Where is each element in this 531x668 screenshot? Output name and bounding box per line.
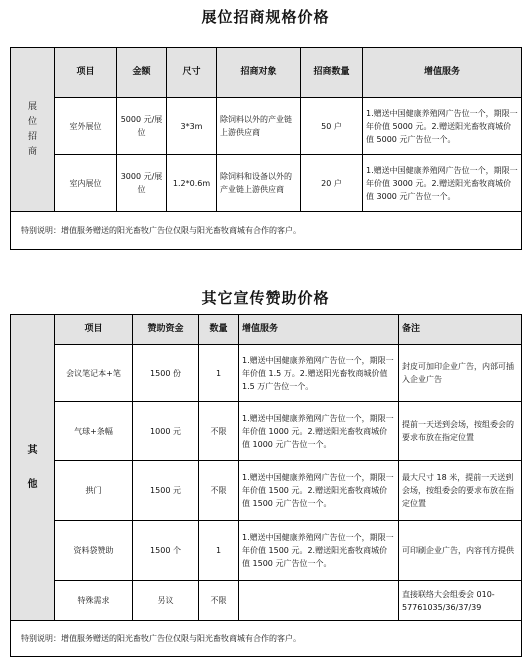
sponsor-service: 1.赠送中国健康养殖网广告位一个，期限一年价值 1500 元。2.赠送阳光畜牧商城价值 1500 元广告位一个。 bbox=[239, 461, 399, 521]
booth-price: 3000 元/展位 bbox=[117, 155, 167, 212]
header-price: 金额 bbox=[117, 48, 167, 98]
sponsor-price-table bbox=[10, 314, 522, 657]
table-row bbox=[11, 155, 522, 212]
sponsor-item: 气球+条幅 bbox=[55, 402, 133, 461]
booth-item: 室外展位 bbox=[55, 98, 117, 155]
sponsor-note: 特别说明：增值服务赠送的阳光畜牧广告位仅限与阳光畜牧商城有合作的客户。 bbox=[11, 621, 522, 657]
sponsor-remark: 直接联络大会组委会 010-57761035/36/37/39 bbox=[399, 581, 522, 621]
booth-size: 1.2*0.6m bbox=[167, 155, 217, 212]
header-service: 增值服务 bbox=[239, 315, 399, 345]
table-row bbox=[11, 402, 522, 461]
booth-service: 1.赠送中国健康养殖网广告位一个，期限一年价值 3000 元。2.赠送阳光畜牧商城价值 3000 元广告位一个。 bbox=[363, 155, 522, 212]
sponsor-count: 不限 bbox=[199, 402, 239, 461]
booth-price: 5000 元/展位 bbox=[117, 98, 167, 155]
booth-price-title: 展位招商规格价格 bbox=[201, 8, 330, 26]
booth-price-table bbox=[10, 47, 522, 250]
booth-target: 除饲料和设备以外的产业链上游供应商 bbox=[217, 155, 301, 212]
header-item: 项目 bbox=[55, 48, 117, 98]
table-row bbox=[11, 581, 522, 621]
sponsor-fund: 1000 元 bbox=[133, 402, 199, 461]
sponsor-side-label: 其他 bbox=[11, 315, 55, 621]
booth-quantity: 50 户 bbox=[301, 98, 363, 155]
table-row bbox=[11, 461, 522, 521]
sponsor-service bbox=[239, 581, 399, 621]
booth-target: 除饲料以外的产业链上游供应商 bbox=[217, 98, 301, 155]
table-row bbox=[11, 521, 522, 581]
sponsor-fund: 1500 份 bbox=[133, 345, 199, 402]
sponsor-fund: 1500 个 bbox=[133, 521, 199, 581]
booth-item: 室内展位 bbox=[55, 155, 117, 212]
header-count: 数量 bbox=[199, 315, 239, 345]
table-row bbox=[11, 98, 522, 155]
header-target: 招商对象 bbox=[217, 48, 301, 98]
sponsor-count: 1 bbox=[199, 521, 239, 581]
header-service: 增值服务 bbox=[363, 48, 522, 98]
sponsor-fund: 另议 bbox=[133, 581, 199, 621]
header-quantity: 招商数量 bbox=[301, 48, 363, 98]
header-item: 项目 bbox=[55, 315, 133, 345]
booth-note: 特别说明：增值服务赠送的阳光畜牧广告位仅限与阳光畜牧商城有合作的客户。 bbox=[11, 212, 522, 250]
sponsor-item: 特殊需求 bbox=[55, 581, 133, 621]
sponsor-service: 1.赠送中国健康养殖网广告位一个，期限一年价值 1.5 万。2.赠送阳光畜牧商城价值 1.5 万广告位一个。 bbox=[239, 345, 399, 402]
booth-side-label: 展位招商 bbox=[11, 48, 55, 212]
header-size: 尺寸 bbox=[167, 48, 217, 98]
header-remark: 备注 bbox=[399, 315, 522, 345]
sponsor-item: 拱门 bbox=[55, 461, 133, 521]
header-fund: 赞助资金 bbox=[133, 315, 199, 345]
sponsor-item: 资料袋赞助 bbox=[55, 521, 133, 581]
sponsor-item: 会议笔记本+笔 bbox=[55, 345, 133, 402]
sponsor-service: 1.赠送中国健康养殖网广告位一个，期限一年价值 1500 元。2.赠送阳光畜牧商城价值 1500 元广告位一个。 bbox=[239, 521, 399, 581]
booth-size: 3*3m bbox=[167, 98, 217, 155]
sponsor-remark: 最大尺寸 18 米，提前一天送到会场，按组委会的要求布放在指定位置 bbox=[399, 461, 522, 521]
sponsor-price-title: 其它宣传赞助价格 bbox=[201, 289, 330, 307]
booth-service: 1.赠送中国健康养殖网广告位一个，期限一年价值 5000 元。2.赠送阳光畜牧商城价值 5000 元广告位一个。 bbox=[363, 98, 522, 155]
sponsor-fund: 1500 元 bbox=[133, 461, 199, 521]
sponsor-count: 不限 bbox=[199, 461, 239, 521]
sponsor-count: 1 bbox=[199, 345, 239, 402]
sponsor-remark: 可印刷企业广告，内容刊方提供 bbox=[399, 521, 522, 581]
sponsor-remark: 封皮可加印企业广告，内部可插入企业广告 bbox=[399, 345, 522, 402]
sponsor-remark: 提前一天送到会场，按组委会的要求布放在指定位置 bbox=[399, 402, 522, 461]
table-row bbox=[11, 345, 522, 402]
booth-quantity: 20 户 bbox=[301, 155, 363, 212]
sponsor-count: 不限 bbox=[199, 581, 239, 621]
sponsor-service: 1.赠送中国健康养殖网广告位一个，期限一年价值 1000 元。2.赠送阳光畜牧商城价值 1000 元广告位一个。 bbox=[239, 402, 399, 461]
